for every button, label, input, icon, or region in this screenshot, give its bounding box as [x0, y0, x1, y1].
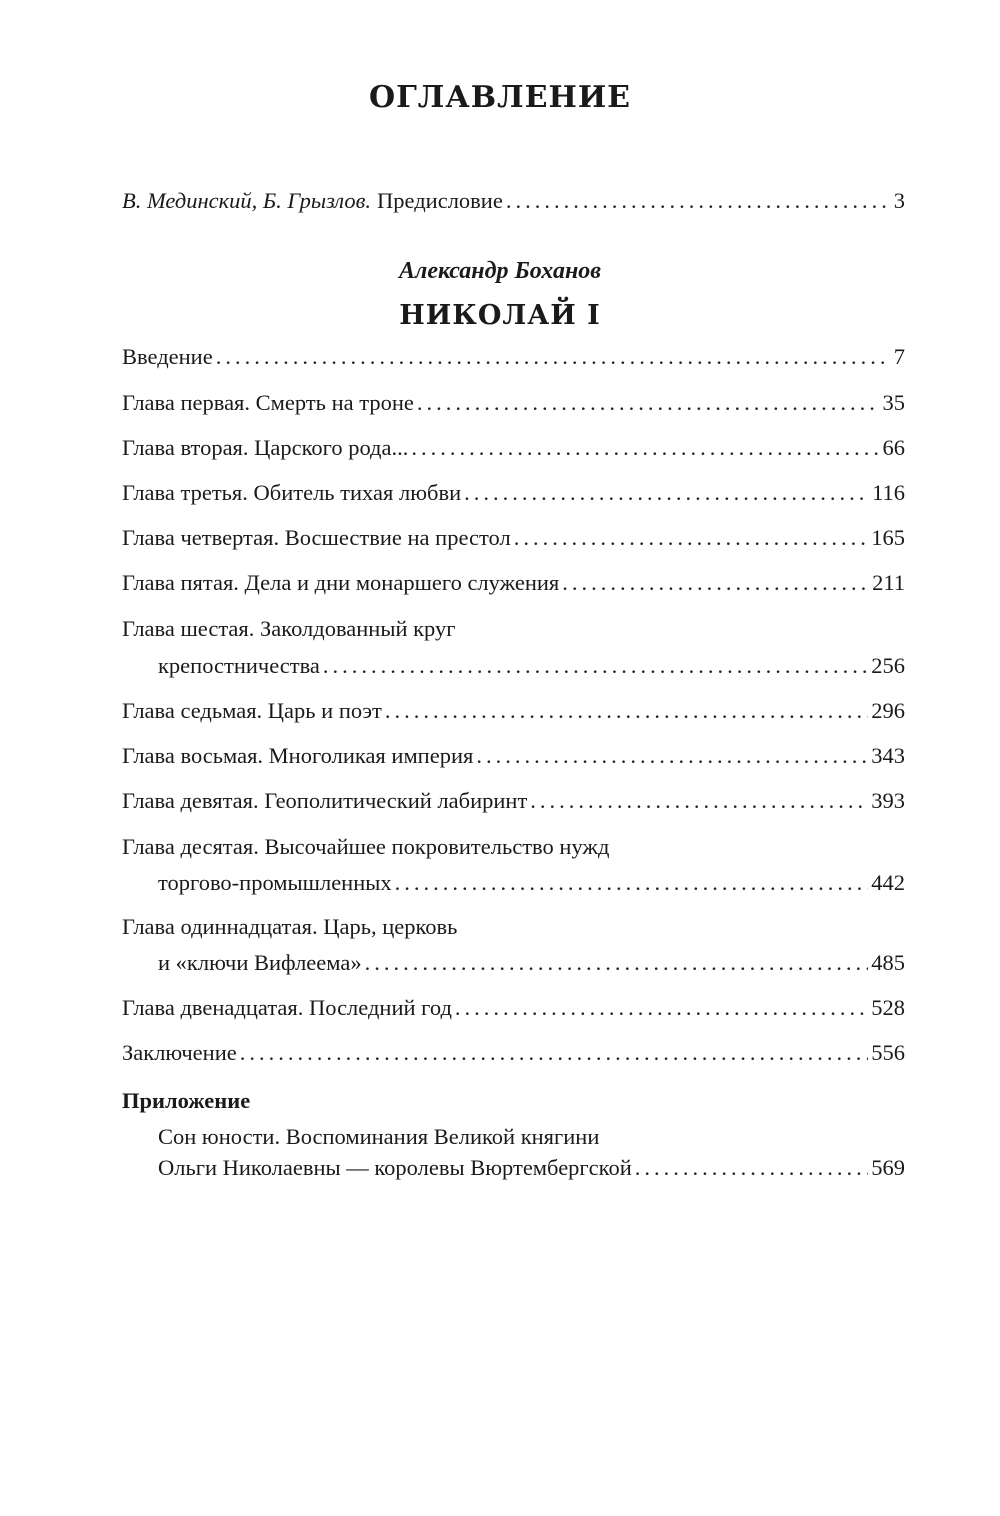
- page-number: 569: [871, 1155, 905, 1180]
- entry-label: Глава четвертая. Восшествие на престол: [122, 525, 511, 550]
- toc-entry[interactable]: [158, 870, 905, 904]
- entry-label-continued: крепостничества: [158, 653, 320, 678]
- dot-leader: [464, 480, 869, 506]
- appendix-heading: Приложение: [122, 1088, 251, 1113]
- entry-label: Глава девятая. Геополитический лабиринт: [122, 788, 528, 813]
- page-number: 7: [893, 344, 905, 369]
- page-number: 528: [871, 995, 905, 1020]
- toc-entry[interactable]: [122, 390, 905, 424]
- toc-entry[interactable]: [122, 570, 905, 604]
- preface-label: Предисловие: [377, 188, 503, 213]
- toc-entry-appendix[interactable]: [158, 1155, 905, 1189]
- dot-leader: [455, 995, 868, 1021]
- entry-label: Глава пятая. Дела и дни монаршего служения: [122, 570, 560, 595]
- toc-entry[interactable]: [122, 698, 905, 732]
- dot-leader: [216, 344, 891, 370]
- toc-entry-preface[interactable]: [122, 188, 905, 222]
- dot-leader: [411, 435, 879, 461]
- toc-entry[interactable]: [122, 995, 905, 1029]
- entry-label: Глава восьмая. Многоликая империя: [122, 743, 474, 768]
- page-number: 393: [871, 788, 905, 813]
- preface-authors: В. Мединский, Б. Грызлов.: [122, 188, 372, 213]
- entry-label: Глава седьмая. Царь и поэт: [122, 698, 382, 723]
- toc-entry[interactable]: [122, 480, 905, 514]
- page-number: 256: [871, 653, 905, 678]
- dot-leader: [635, 1155, 869, 1181]
- toc-entry[interactable]: [122, 344, 905, 378]
- entry-label: Глава двенадцатая. Последний год: [122, 995, 452, 1020]
- page-number: 35: [882, 390, 905, 415]
- entry-label[interactable]: Глава одиннадцатая. Царь, церковь: [122, 914, 458, 939]
- entry-label-continued: и «ключи Вифлеема»: [158, 950, 362, 975]
- dot-leader: [417, 390, 880, 416]
- dot-leader: [365, 950, 869, 976]
- dot-leader: [385, 698, 868, 724]
- dot-leader: [395, 870, 869, 896]
- entry-label: Введение: [122, 344, 213, 369]
- dot-leader: [240, 1040, 869, 1066]
- dot-leader: [514, 525, 869, 551]
- toc-entry[interactable]: [122, 1040, 905, 1074]
- appendix-line-1[interactable]: Сон юности. Воспоминания Великой княгини: [158, 1124, 600, 1149]
- appendix-line-2: Ольги Николаевны — королевы Вюртембергской: [158, 1155, 632, 1180]
- book-title: НИКОЛАЙ I: [399, 300, 601, 331]
- entry-label[interactable]: Глава шестая. Заколдованный круг: [122, 616, 456, 641]
- entry-label: Заключение: [122, 1040, 237, 1065]
- dot-leader: [562, 570, 869, 596]
- page-number: 343: [871, 743, 905, 768]
- entry-label: Глава вторая. Царского рода...: [122, 435, 409, 460]
- toc-entry[interactable]: [158, 950, 905, 984]
- section-author: Александр Боханов: [399, 258, 601, 284]
- toc-entry[interactable]: [122, 525, 905, 559]
- dot-leader: [476, 743, 868, 769]
- toc-entry[interactable]: [122, 435, 905, 469]
- entry-label[interactable]: Глава десятая. Высочайшее покровительство нужд: [122, 834, 610, 859]
- page-number: 165: [871, 525, 905, 550]
- dot-leader: [506, 188, 891, 214]
- dot-leader: [530, 788, 868, 814]
- entry-label: Глава первая. Смерть на троне: [122, 390, 414, 415]
- page-number: 3: [893, 188, 905, 213]
- page-number: 485: [871, 950, 905, 975]
- page-number: 556: [871, 1040, 905, 1065]
- page-number: 66: [882, 435, 905, 460]
- page-title: ОГЛАВЛЕНИЕ: [368, 80, 632, 115]
- toc-entry[interactable]: [122, 788, 905, 822]
- page-number: 211: [872, 570, 905, 595]
- dot-leader: [323, 653, 868, 679]
- page-number: 442: [871, 870, 905, 895]
- entry-label: Глава третья. Обитель тихая любви: [122, 480, 462, 505]
- toc-entry[interactable]: [122, 743, 905, 777]
- page-number: 116: [872, 480, 905, 505]
- page-number: 296: [871, 698, 905, 723]
- entry-label-continued: торгово-промышленных: [158, 870, 392, 895]
- toc-entry[interactable]: [158, 653, 905, 687]
